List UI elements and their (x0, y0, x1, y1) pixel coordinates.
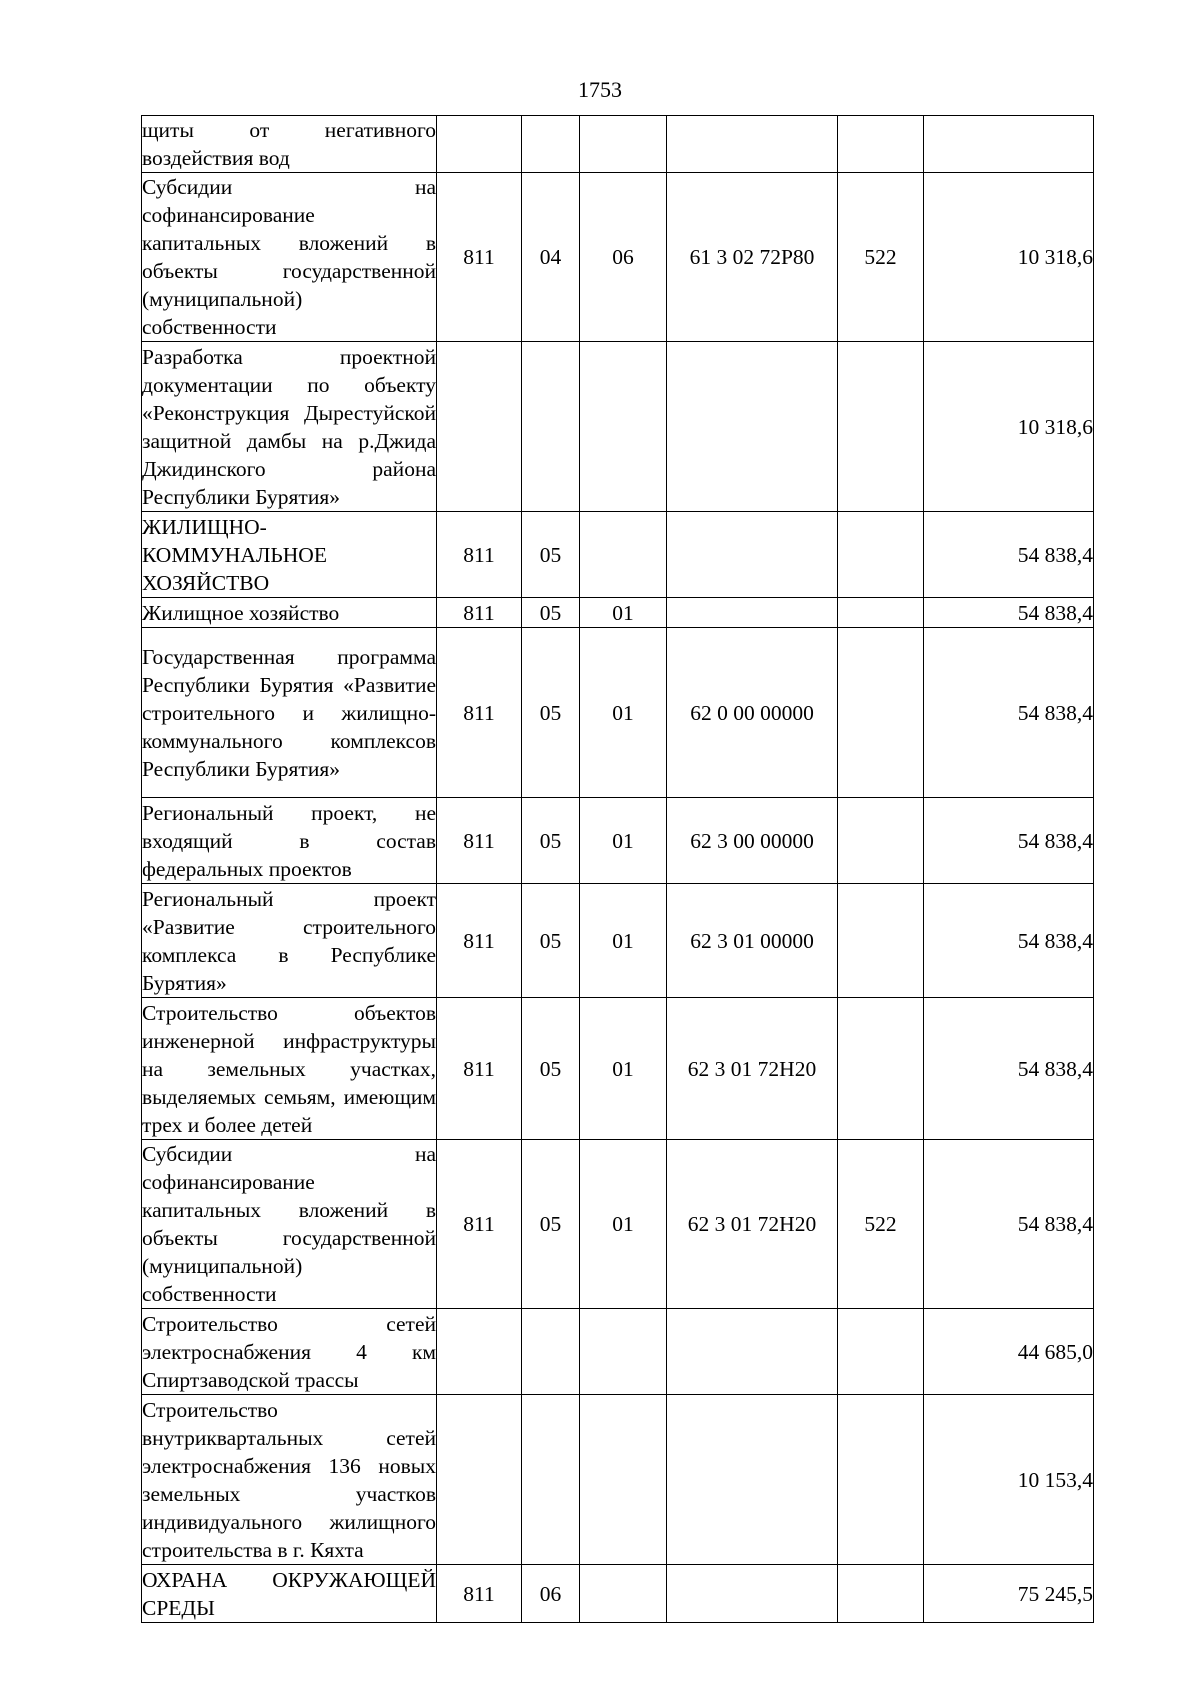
row-pr-cell (580, 1395, 667, 1565)
row-pr-cell: 01 (580, 1140, 667, 1309)
table-row (142, 1309, 1094, 1395)
row-rz-cell: 05 (522, 1140, 580, 1309)
row-name-cell: щиты от негативного воздействия вод (142, 116, 437, 173)
row-csr-cell (667, 1309, 838, 1395)
row-sum-cell: 44 685,0 (924, 1309, 1094, 1395)
row-vr-cell: 522 (838, 1140, 924, 1309)
row-pr-cell (580, 512, 667, 598)
row-ved-cell: 811 (437, 998, 522, 1140)
row-ved-cell: 811 (437, 173, 522, 342)
row-vr-cell (838, 512, 924, 598)
row-name-cell: Субсидии на софинансирование капитальных вложений в объекты государственной (муниципальной) собственности (142, 1140, 437, 1309)
row-sum-cell: 75 245,5 (924, 1565, 1094, 1623)
table-row (142, 116, 1094, 173)
row-rz-cell (522, 116, 580, 173)
row-vr-cell (838, 1309, 924, 1395)
row-csr-cell: 62 3 00 00000 (667, 798, 838, 884)
row-csr-cell: 62 3 01 72Н20 (667, 1140, 838, 1309)
table-row (142, 798, 1094, 884)
row-rz-cell: 05 (522, 512, 580, 598)
table-row (142, 173, 1094, 342)
row-pr-cell (580, 1309, 667, 1395)
row-rz-cell (522, 1309, 580, 1395)
row-pr-cell (580, 342, 667, 512)
row-csr-cell: 62 3 01 00000 (667, 884, 838, 998)
row-csr-cell: 61 3 02 72Р80 (667, 173, 838, 342)
row-name-cell: Строительство внутриквартальных сетей электроснабжения 136 новых земельных участков индивидуального жилищного строительства в г. Кяхта (142, 1395, 437, 1565)
row-ved-cell (437, 342, 522, 512)
row-ved-cell: 811 (437, 798, 522, 884)
row-rz-cell: 05 (522, 628, 580, 798)
row-pr-cell: 06 (580, 173, 667, 342)
row-sum-cell: 54 838,4 (924, 884, 1094, 998)
row-sum-cell: 54 838,4 (924, 1140, 1094, 1309)
row-name-cell: Строительство сетей электроснабжения 4 км Спиртзаводской трассы (142, 1309, 437, 1395)
row-sum-cell: 54 838,4 (924, 598, 1094, 628)
row-ved-cell (437, 1309, 522, 1395)
row-name-cell: Государственная программа Республики Бурятия «Развитие строительного и жилищно-коммунального комплексов Республики Бурятия» (142, 628, 437, 798)
row-vr-cell (838, 116, 924, 173)
row-csr-cell (667, 1565, 838, 1623)
row-sum-cell: 54 838,4 (924, 628, 1094, 798)
row-pr-cell: 01 (580, 798, 667, 884)
row-rz-cell (522, 342, 580, 512)
table-row (142, 1565, 1094, 1623)
row-sum-cell: 10 318,6 (924, 342, 1094, 512)
row-ved-cell: 811 (437, 598, 522, 628)
row-vr-cell (838, 998, 924, 1140)
table-row (142, 998, 1094, 1140)
row-rz-cell: 05 (522, 798, 580, 884)
row-rz-cell: 05 (522, 998, 580, 1140)
row-sum-cell: 54 838,4 (924, 798, 1094, 884)
table-row (142, 1395, 1094, 1565)
table-row (142, 342, 1094, 512)
row-vr-cell (838, 598, 924, 628)
row-vr-cell (838, 628, 924, 798)
page-number: 1753 (578, 77, 622, 102)
row-name-cell: Региональный проект, не входящий в состав федеральных проектов (142, 798, 437, 884)
row-csr-cell (667, 598, 838, 628)
row-vr-cell: 522 (838, 173, 924, 342)
row-csr-cell: 62 3 01 72Н20 (667, 998, 838, 1140)
row-sum-cell: 54 838,4 (924, 998, 1094, 1140)
row-ved-cell: 811 (437, 628, 522, 798)
row-sum-cell: 10 153,4 (924, 1395, 1094, 1565)
row-pr-cell: 01 (580, 628, 667, 798)
row-rz-cell: 05 (522, 598, 580, 628)
row-sum-cell: 10 318,6 (924, 173, 1094, 342)
row-ved-cell: 811 (437, 1140, 522, 1309)
budget-table (141, 115, 1094, 1623)
row-pr-cell: 01 (580, 598, 667, 628)
row-csr-cell (667, 342, 838, 512)
row-sum-cell (924, 116, 1094, 173)
row-name-cell: ОХРАНА ОКРУЖАЮЩЕЙ СРЕДЫ (142, 1565, 437, 1623)
row-csr-cell (667, 1395, 838, 1565)
row-name-cell: Субсидии на софинансирование капитальных вложений в объекты государственной (муниципальной) собственности (142, 173, 437, 342)
table-row (142, 598, 1094, 628)
row-name-cell: ЖИЛИЩНО-КОММУНАЛЬНОЕ ХОЗЯЙСТВО (142, 512, 437, 598)
row-name-cell: Региональный проект «Развитие строительного комплекса в Республике Бурятия» (142, 884, 437, 998)
row-csr-cell (667, 512, 838, 598)
table-row (142, 628, 1094, 798)
row-ved-cell (437, 1395, 522, 1565)
row-ved-cell (437, 116, 522, 173)
row-ved-cell: 811 (437, 512, 522, 598)
row-csr-cell (667, 116, 838, 173)
row-vr-cell (838, 342, 924, 512)
row-ved-cell: 811 (437, 884, 522, 998)
table-row (142, 884, 1094, 998)
row-name-cell: Разработка проектной документации по объекту «Реконструкция Дырестуйской защитной дамбы на р.Джида Джидинского района Республики Бурятия» (142, 342, 437, 512)
row-vr-cell (838, 1395, 924, 1565)
row-pr-cell (580, 116, 667, 173)
table-row (142, 512, 1094, 598)
row-name-cell: Строительство объектов инженерной инфраструктуры на земельных участках, выделяемых семьям, имеющим трех и более детей (142, 998, 437, 1140)
row-rz-cell: 04 (522, 173, 580, 342)
row-rz-cell: 05 (522, 884, 580, 998)
row-name-cell: Жилищное хозяйство (142, 598, 437, 628)
row-csr-cell: 62 0 00 00000 (667, 628, 838, 798)
row-pr-cell (580, 1565, 667, 1623)
table-row (142, 1140, 1094, 1309)
row-rz-cell (522, 1395, 580, 1565)
row-ved-cell: 811 (437, 1565, 522, 1623)
row-pr-cell: 01 (580, 884, 667, 998)
row-rz-cell: 06 (522, 1565, 580, 1623)
row-pr-cell: 01 (580, 998, 667, 1140)
row-vr-cell (838, 884, 924, 998)
row-vr-cell (838, 798, 924, 884)
row-vr-cell (838, 1565, 924, 1623)
budget-table-body (142, 116, 1094, 1623)
row-sum-cell: 54 838,4 (924, 512, 1094, 598)
